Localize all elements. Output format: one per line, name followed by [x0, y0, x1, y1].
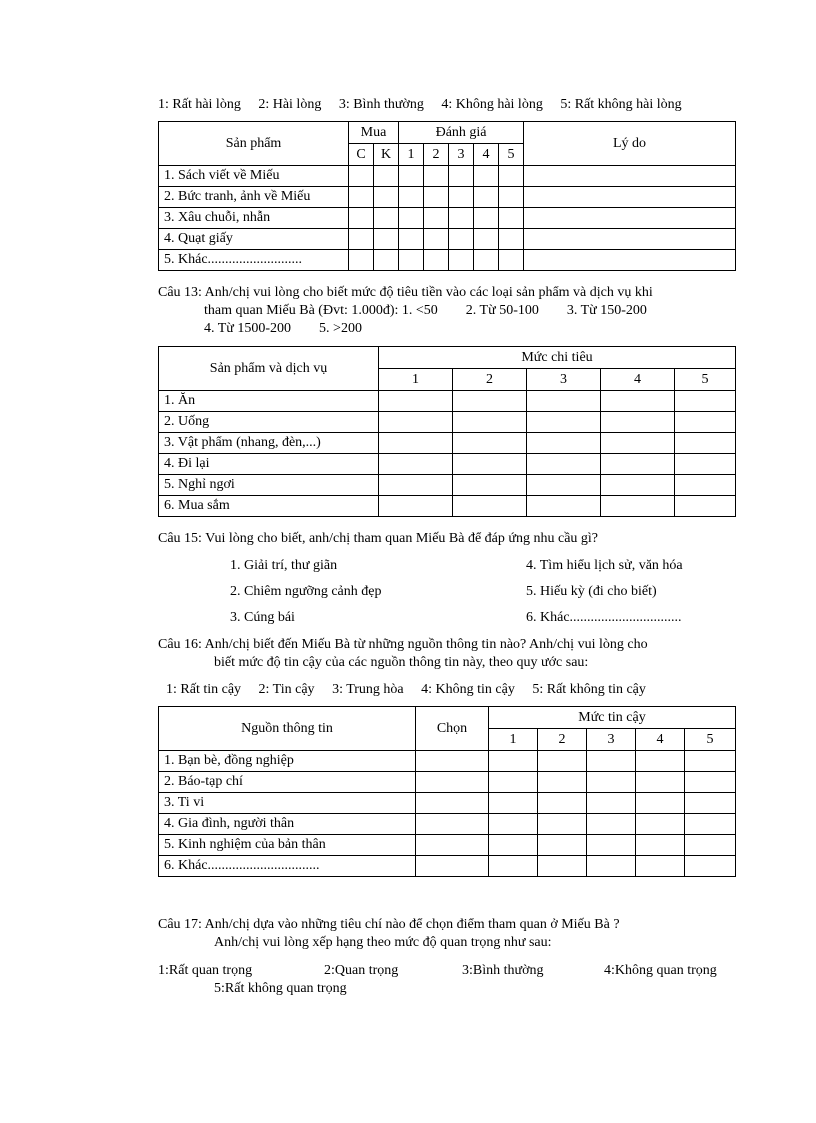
table-row: [159, 751, 736, 772]
cell[interactable]: [538, 772, 587, 793]
cell[interactable]: [587, 814, 636, 835]
row-label: 1. Ăn: [159, 391, 379, 412]
cell[interactable]: [499, 187, 524, 208]
cell[interactable]: [538, 856, 587, 877]
cell[interactable]: [685, 751, 736, 772]
header-spend: Mức chi tiêu: [379, 347, 736, 369]
table-row: [159, 772, 736, 793]
table-row: [159, 496, 736, 517]
header-source: Nguồn thông tin: [159, 707, 416, 751]
q13-line3: 4. Từ 1500-200 5. >200: [204, 321, 362, 336]
cell[interactable]: [499, 208, 524, 229]
legend-item: 1:Rất quan trọng: [158, 963, 253, 978]
cell[interactable]: [636, 856, 685, 877]
product-rating-table: [158, 121, 736, 271]
legend-item: 3:Bình thường: [462, 963, 544, 978]
header-service: Sản phẩm và dịch vụ: [159, 347, 379, 391]
cell[interactable]: [489, 835, 538, 856]
row-label: 2. Uống: [159, 412, 379, 433]
cell[interactable]: [587, 856, 636, 877]
header-trust-5: 5: [685, 729, 736, 751]
cell[interactable]: [601, 454, 675, 475]
cell[interactable]: [675, 496, 736, 517]
cell[interactable]: [489, 751, 538, 772]
legend-item: 1: Rất hài lòng: [158, 97, 241, 112]
legend-item: 2: Tin cậy: [258, 682, 315, 697]
cell[interactable]: [489, 772, 538, 793]
cell[interactable]: [474, 208, 499, 229]
cell[interactable]: [453, 391, 527, 412]
legend-item: 4: Không tin cậy: [421, 682, 515, 697]
header-spend-1: 1: [379, 369, 453, 391]
cell[interactable]: [349, 250, 374, 271]
cell[interactable]: [524, 229, 736, 250]
legend-item: 4: Không hài lòng: [441, 97, 543, 112]
cell[interactable]: [374, 229, 399, 250]
cell[interactable]: [524, 187, 736, 208]
legend-item: 3: Trung hòa: [332, 682, 404, 697]
header-rating-3: 3: [449, 144, 474, 166]
cell[interactable]: [538, 793, 587, 814]
table-row: [159, 856, 736, 877]
q15-option[interactable]: 4. Tìm hiểu lịch sử, văn hóa: [526, 558, 683, 573]
header-rating-4: 4: [474, 144, 499, 166]
cell[interactable]: [601, 496, 675, 517]
header-rating-1: 1: [399, 144, 424, 166]
header-spend-5: 5: [675, 369, 736, 391]
cell[interactable]: [449, 187, 474, 208]
importance-legend: [158, 962, 738, 980]
cell[interactable]: [685, 772, 736, 793]
legend-item: 1: Rất tin cậy: [166, 682, 242, 697]
q13-line1: Câu 13: Anh/chị vui lòng cho biết mức độ tiêu tiền vào các loại sản phẩm và dịch vụ khi: [158, 285, 653, 300]
cell[interactable]: [374, 166, 399, 187]
table-row: [159, 454, 736, 475]
cell[interactable]: [636, 793, 685, 814]
cell[interactable]: [675, 412, 736, 433]
cell[interactable]: [675, 454, 736, 475]
header-reason: Lý do: [524, 122, 736, 166]
q15-option[interactable]: 5. Hiếu kỳ (đi cho biết): [526, 584, 657, 599]
row-label: 4. Gia đình, người thân: [159, 814, 416, 835]
header-choose: Chọn: [416, 707, 489, 751]
legend-item: 5: Rất không hài lòng: [560, 97, 682, 112]
cell[interactable]: [349, 229, 374, 250]
cell[interactable]: [587, 772, 636, 793]
header-trust: Mức tin cậy: [489, 707, 736, 729]
row-label: 3. Ti vi: [159, 793, 416, 814]
cell[interactable]: [399, 229, 424, 250]
cell[interactable]: [587, 793, 636, 814]
header-product: Sản phẩm: [159, 122, 349, 166]
cell[interactable]: [474, 250, 499, 271]
cell[interactable]: [374, 208, 399, 229]
cell[interactable]: [601, 475, 675, 496]
cell[interactable]: [453, 454, 527, 475]
table-row: [159, 229, 736, 250]
satisfaction-legend: [158, 96, 738, 114]
cell[interactable]: [424, 250, 449, 271]
header-spend-4: 4: [601, 369, 675, 391]
cell[interactable]: [499, 229, 524, 250]
cell[interactable]: [416, 856, 489, 877]
cell[interactable]: [601, 433, 675, 454]
row-label: 5. Kinh nghiệm của bản thân: [159, 835, 416, 856]
cell[interactable]: [399, 166, 424, 187]
cell[interactable]: [424, 229, 449, 250]
cell[interactable]: [453, 496, 527, 517]
cell[interactable]: [416, 835, 489, 856]
cell[interactable]: [538, 835, 587, 856]
cell[interactable]: [685, 793, 736, 814]
cell[interactable]: [424, 166, 449, 187]
cell[interactable]: [416, 751, 489, 772]
header-rating: Đánh giá: [399, 122, 524, 144]
cell[interactable]: [489, 856, 538, 877]
cell[interactable]: [379, 433, 453, 454]
q15-option[interactable]: 3. Cúng bái: [230, 610, 295, 625]
q15-option[interactable]: 1. Giải trí, thư giãn: [230, 558, 338, 573]
cell[interactable]: [636, 751, 685, 772]
header-trust-2: 2: [538, 729, 587, 751]
header-rating-2: 2: [424, 144, 449, 166]
cell[interactable]: [685, 856, 736, 877]
cell[interactable]: [374, 250, 399, 271]
cell[interactable]: [636, 814, 685, 835]
table-row: [159, 391, 736, 412]
header-buy-c: C: [349, 144, 374, 166]
row-label: 5. Khác...........................: [159, 250, 349, 271]
cell[interactable]: [527, 391, 601, 412]
table-row: [159, 793, 736, 814]
cell[interactable]: [538, 751, 587, 772]
trust-legend: [166, 681, 646, 699]
cell[interactable]: [685, 814, 736, 835]
cell[interactable]: [601, 391, 675, 412]
header-trust-1: 1: [489, 729, 538, 751]
cell[interactable]: [474, 229, 499, 250]
cell[interactable]: [524, 250, 736, 271]
cell[interactable]: [474, 187, 499, 208]
cell[interactable]: [379, 391, 453, 412]
cell[interactable]: [453, 412, 527, 433]
cell[interactable]: [379, 496, 453, 517]
cell[interactable]: [449, 250, 474, 271]
cell[interactable]: [449, 229, 474, 250]
q15-option[interactable]: 6. Khác................................: [526, 610, 682, 625]
q17-line2: Anh/chị vui lòng xếp hạng theo mức độ quan trọng như sau:: [214, 935, 552, 950]
header-spend-2: 2: [453, 369, 527, 391]
info-source-table: [158, 706, 736, 877]
cell[interactable]: [474, 166, 499, 187]
row-label: 4. Đi lại: [159, 454, 379, 475]
table-row: [159, 187, 736, 208]
table-row: [159, 433, 736, 454]
row-label: 1. Bạn bè, đồng nghiệp: [159, 751, 416, 772]
cell[interactable]: [636, 772, 685, 793]
q15-option[interactable]: 2. Chiêm ngưỡng cảnh đẹp: [230, 584, 382, 599]
cell[interactable]: [424, 208, 449, 229]
legend-item: 2:Quan trọng: [324, 963, 399, 978]
q16-line1: Câu 16: Anh/chị biết đến Miếu Bà từ những nguồn thông tin nào? Anh/chị vui lòng cho: [158, 637, 648, 652]
cell[interactable]: [416, 814, 489, 835]
row-label: 3. Vật phẩm (nhang, đèn,...): [159, 433, 379, 454]
row-label: 2. Bức tranh, ảnh về Miếu: [159, 187, 349, 208]
row-label: 4. Quạt giấy: [159, 229, 349, 250]
cell[interactable]: [449, 208, 474, 229]
cell[interactable]: [379, 454, 453, 475]
cell[interactable]: [499, 166, 524, 187]
q17-line1: Câu 17: Anh/chị dựa vào những tiêu chí nào để chọn điểm tham quan ở Miếu Bà ?: [158, 917, 620, 932]
cell[interactable]: [587, 835, 636, 856]
cell[interactable]: [349, 187, 374, 208]
header-trust-3: 3: [587, 729, 636, 751]
cell[interactable]: [416, 772, 489, 793]
cell[interactable]: [601, 412, 675, 433]
spending-table: [158, 346, 736, 517]
cell[interactable]: [538, 814, 587, 835]
cell[interactable]: [349, 166, 374, 187]
cell[interactable]: [379, 412, 453, 433]
cell[interactable]: [399, 187, 424, 208]
legend-item: 5:Rất không quan trọng: [214, 981, 347, 996]
table-row: [159, 250, 736, 271]
cell[interactable]: [636, 835, 685, 856]
cell[interactable]: [527, 433, 601, 454]
cell[interactable]: [587, 751, 636, 772]
table-row: [159, 475, 736, 496]
cell[interactable]: [349, 208, 374, 229]
cell[interactable]: [449, 166, 474, 187]
q15-question: Câu 15: Vui lòng cho biết, anh/chị tham quan Miếu Bà để đáp ứng nhu cầu gì?: [158, 531, 599, 546]
legend-item: 4:Không quan trọng: [604, 963, 717, 978]
cell[interactable]: [527, 412, 601, 433]
row-label: 2. Báo-tạp chí: [159, 772, 416, 793]
cell[interactable]: [399, 208, 424, 229]
row-label: 6. Khác................................: [159, 856, 416, 877]
legend-item: 2: Hài lòng: [258, 97, 322, 112]
table-row: [159, 835, 736, 856]
cell[interactable]: [527, 475, 601, 496]
cell[interactable]: [416, 793, 489, 814]
table-row: [159, 814, 736, 835]
legend-item: 5: Rất không tin cậy: [532, 682, 646, 697]
cell[interactable]: [675, 475, 736, 496]
cell[interactable]: [399, 250, 424, 271]
header-spend-3: 3: [527, 369, 601, 391]
header-trust-4: 4: [636, 729, 685, 751]
cell[interactable]: [499, 250, 524, 271]
row-label: 5. Nghỉ ngơi: [159, 475, 379, 496]
cell[interactable]: [424, 187, 449, 208]
q16-line2: biết mức độ tin cậy của các nguồn thông tin này, theo quy ước sau:: [214, 655, 589, 670]
cell[interactable]: [379, 475, 453, 496]
cell[interactable]: [527, 454, 601, 475]
cell[interactable]: [685, 835, 736, 856]
table-row: [159, 208, 736, 229]
table-row: [159, 412, 736, 433]
cell[interactable]: [489, 814, 538, 835]
cell[interactable]: [453, 433, 527, 454]
row-label: 6. Mua sắm: [159, 496, 379, 517]
cell[interactable]: [453, 475, 527, 496]
cell[interactable]: [675, 391, 736, 412]
q13-line2: tham quan Miếu Bà (Đvt: 1.000đ): 1. <50 2. Từ 50-100 3. Từ 150-200: [204, 303, 647, 318]
row-label: 1. Sách viết về Miếu: [159, 166, 349, 187]
cell[interactable]: [524, 166, 736, 187]
cell[interactable]: [489, 793, 538, 814]
table-row: [159, 166, 736, 187]
cell[interactable]: [374, 187, 399, 208]
header-rating-5: 5: [499, 144, 524, 166]
header-buy-k: K: [374, 144, 399, 166]
cell[interactable]: [675, 433, 736, 454]
header-buy: Mua: [349, 122, 399, 144]
row-label: 3. Xâu chuỗi, nhẫn: [159, 208, 349, 229]
cell[interactable]: [527, 496, 601, 517]
legend-item: 3: Bình thường: [338, 97, 424, 112]
cell[interactable]: [524, 208, 736, 229]
